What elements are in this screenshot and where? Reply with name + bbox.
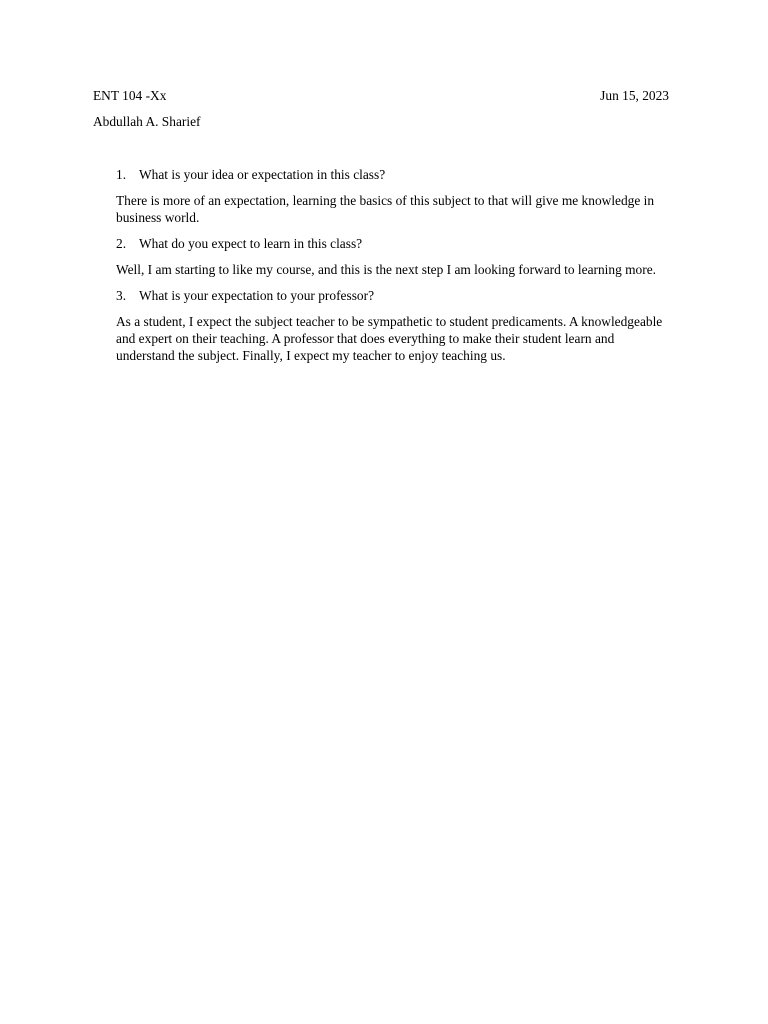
question-text: What is your idea or expectation in this class?: [139, 167, 386, 182]
answer-2: Well, I am starting to like my course, and this is the next step I am looking forward to learning more.: [116, 262, 656, 277]
question-text: What do you expect to learn in this class?: [139, 236, 363, 251]
question-number: 1.: [116, 167, 127, 182]
question-number: 3.: [116, 288, 127, 303]
question-2: [116, 235, 676, 252]
course-code: ENT 104 -Xx: [93, 88, 167, 103]
question-number: 2.: [116, 236, 127, 251]
question-1: [116, 166, 676, 183]
document-date: Jun 15, 2023: [600, 88, 669, 103]
question-text: What is your expectation to your professor?: [139, 288, 375, 303]
answer-3: As a student, I expect the subject teacher to be sympathetic to student predicaments. A knowledgeable and expert on their teaching. A professor that does everything to make their student learn and understand the subject. Finally, I expect my teacher to enjoy teaching us.: [116, 314, 663, 363]
student-name: Abdullah A. Sharief: [93, 114, 201, 129]
question-list: [116, 166, 676, 373]
question-3: [116, 287, 676, 304]
answer-1: There is more of an expectation, learning the basics of this subject to that will give me knowledge in business world.: [116, 193, 655, 225]
